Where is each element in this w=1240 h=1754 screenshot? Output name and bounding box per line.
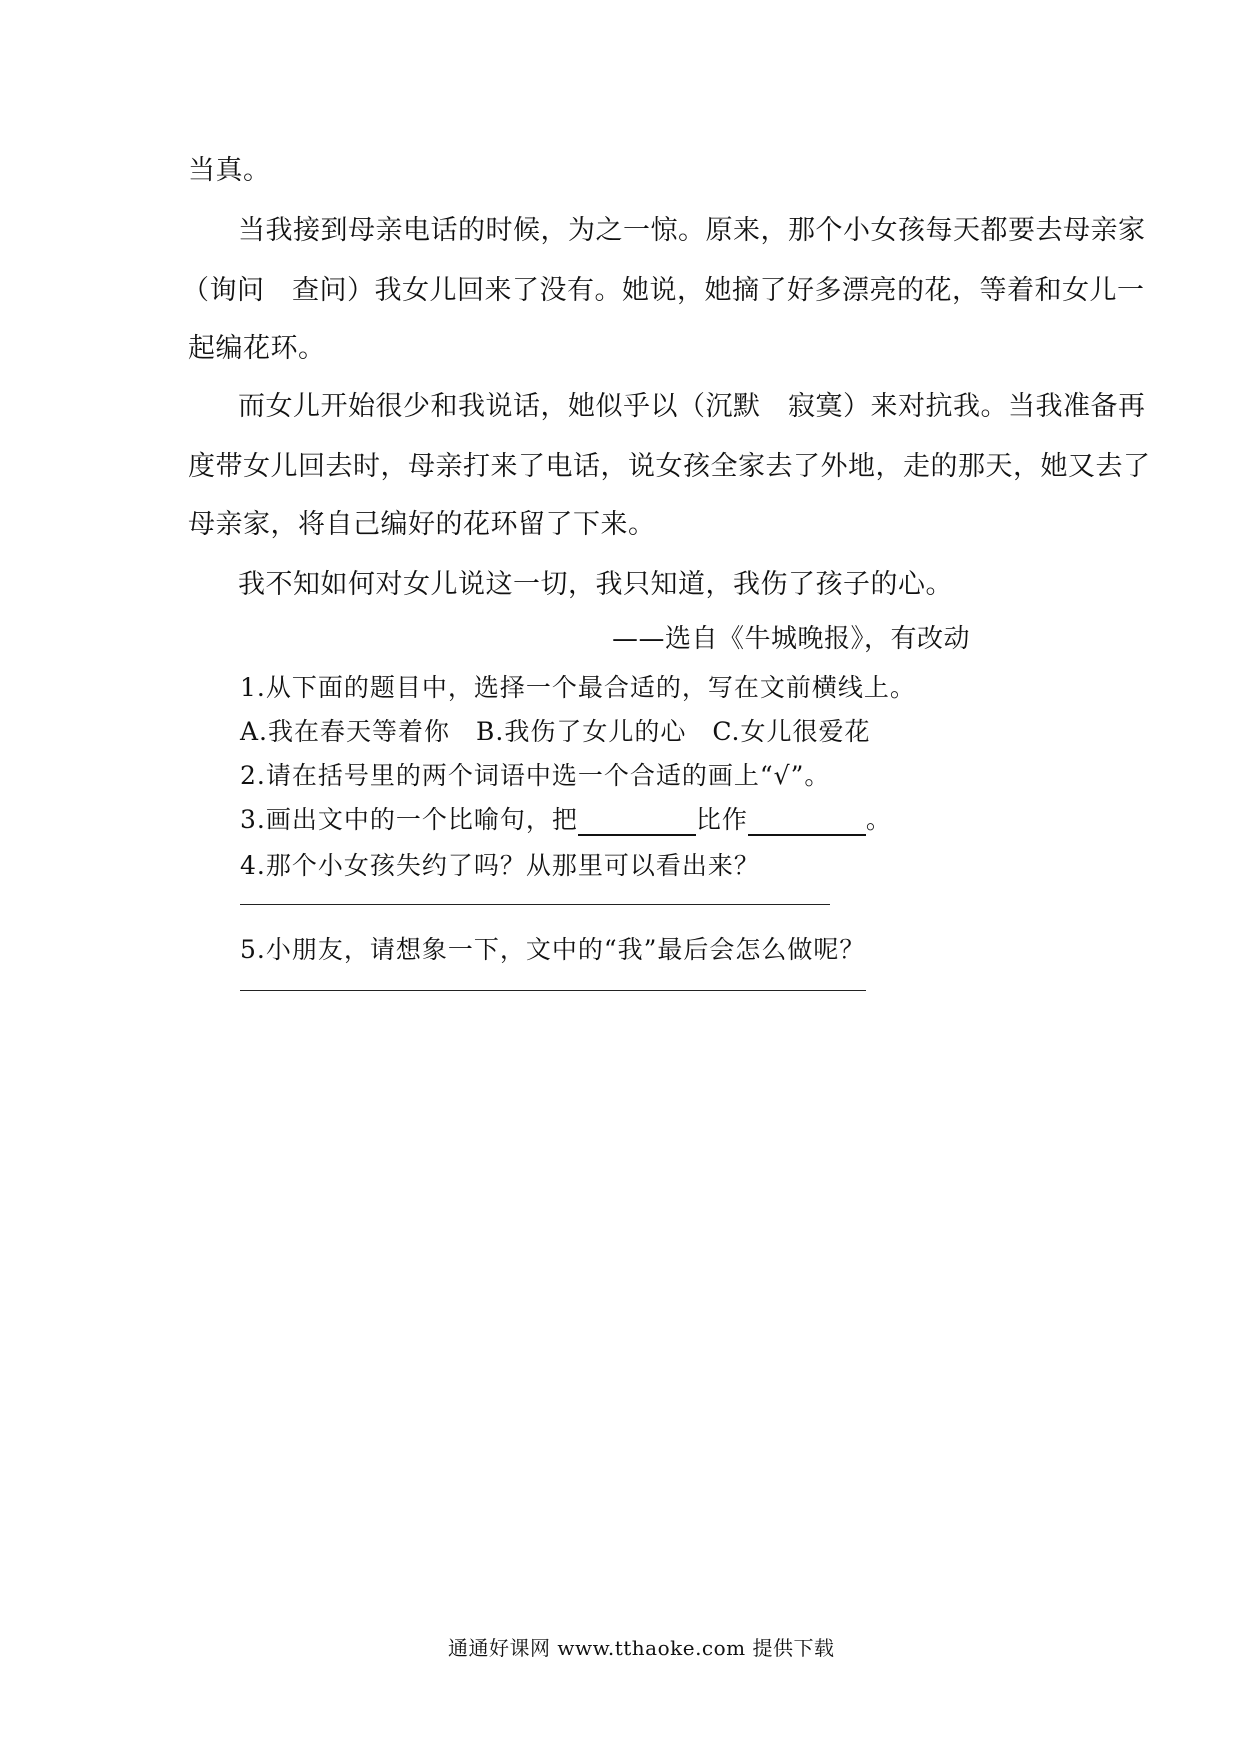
passage-line-6: 度带女儿回去时，母亲打来了电话，说女孩全家去了外地，走的那天，她又去了 [188, 451, 1151, 482]
question-1-options: A.我在春天等着你 B.我伤了女儿的心 C.女儿很爱花 [240, 717, 871, 746]
passage-line-5: 而女儿开始很少和我说话，她似乎以（沉默 寂寞）来对抗我。当我准备再 [238, 391, 1146, 422]
answer-line-5[interactable] [240, 990, 866, 991]
question-1: 1.从下面的题目中，选择一个最合适的，写在文前横线上。 [240, 673, 916, 702]
question-3 [240, 800, 892, 836]
passage-line-3: （询问 查问）我女儿回来了没有。她说，她摘了好多漂亮的花，等着和女儿一 [182, 275, 1145, 306]
question-5: 5.小朋友，请想象一下，文中的“我”最后会怎么做呢？ [240, 935, 866, 964]
passage-line-4: 起编花环。 [188, 333, 326, 364]
passage-line-1: 当真。 [188, 155, 271, 186]
passage-line-2: 当我接到母亲电话的时候，为之一惊。原来，那个小女孩每天都要去母亲家 [238, 215, 1146, 246]
question-4: 4.那个小女孩失约了吗？从那里可以看出来？ [240, 851, 760, 880]
footer-text: 通通好课网 www.tthaoke.com 提供下载 [448, 1636, 835, 1660]
passage-line-8: 我不知如何对女儿说这一切，我只知道，我伤了孩子的心。 [238, 569, 953, 600]
question-2: 2.请在括号里的两个词语中选一个合适的画上“√”。 [240, 761, 831, 790]
question-3-middle: 比作 [695, 805, 748, 834]
question-3-prefix: 3.画出文中的一个比喻句，把 [240, 805, 578, 834]
answer-blank-2[interactable] [748, 806, 866, 836]
answer-line-4[interactable] [240, 904, 830, 905]
question-3-suffix: 。 [865, 805, 892, 834]
passage-line-7: 母亲家，将自己编好的花环留了下来。 [188, 509, 656, 540]
passage-source: ——选自《牛城晚报》，有改动 [612, 624, 971, 654]
answer-blank-1[interactable] [578, 806, 696, 836]
